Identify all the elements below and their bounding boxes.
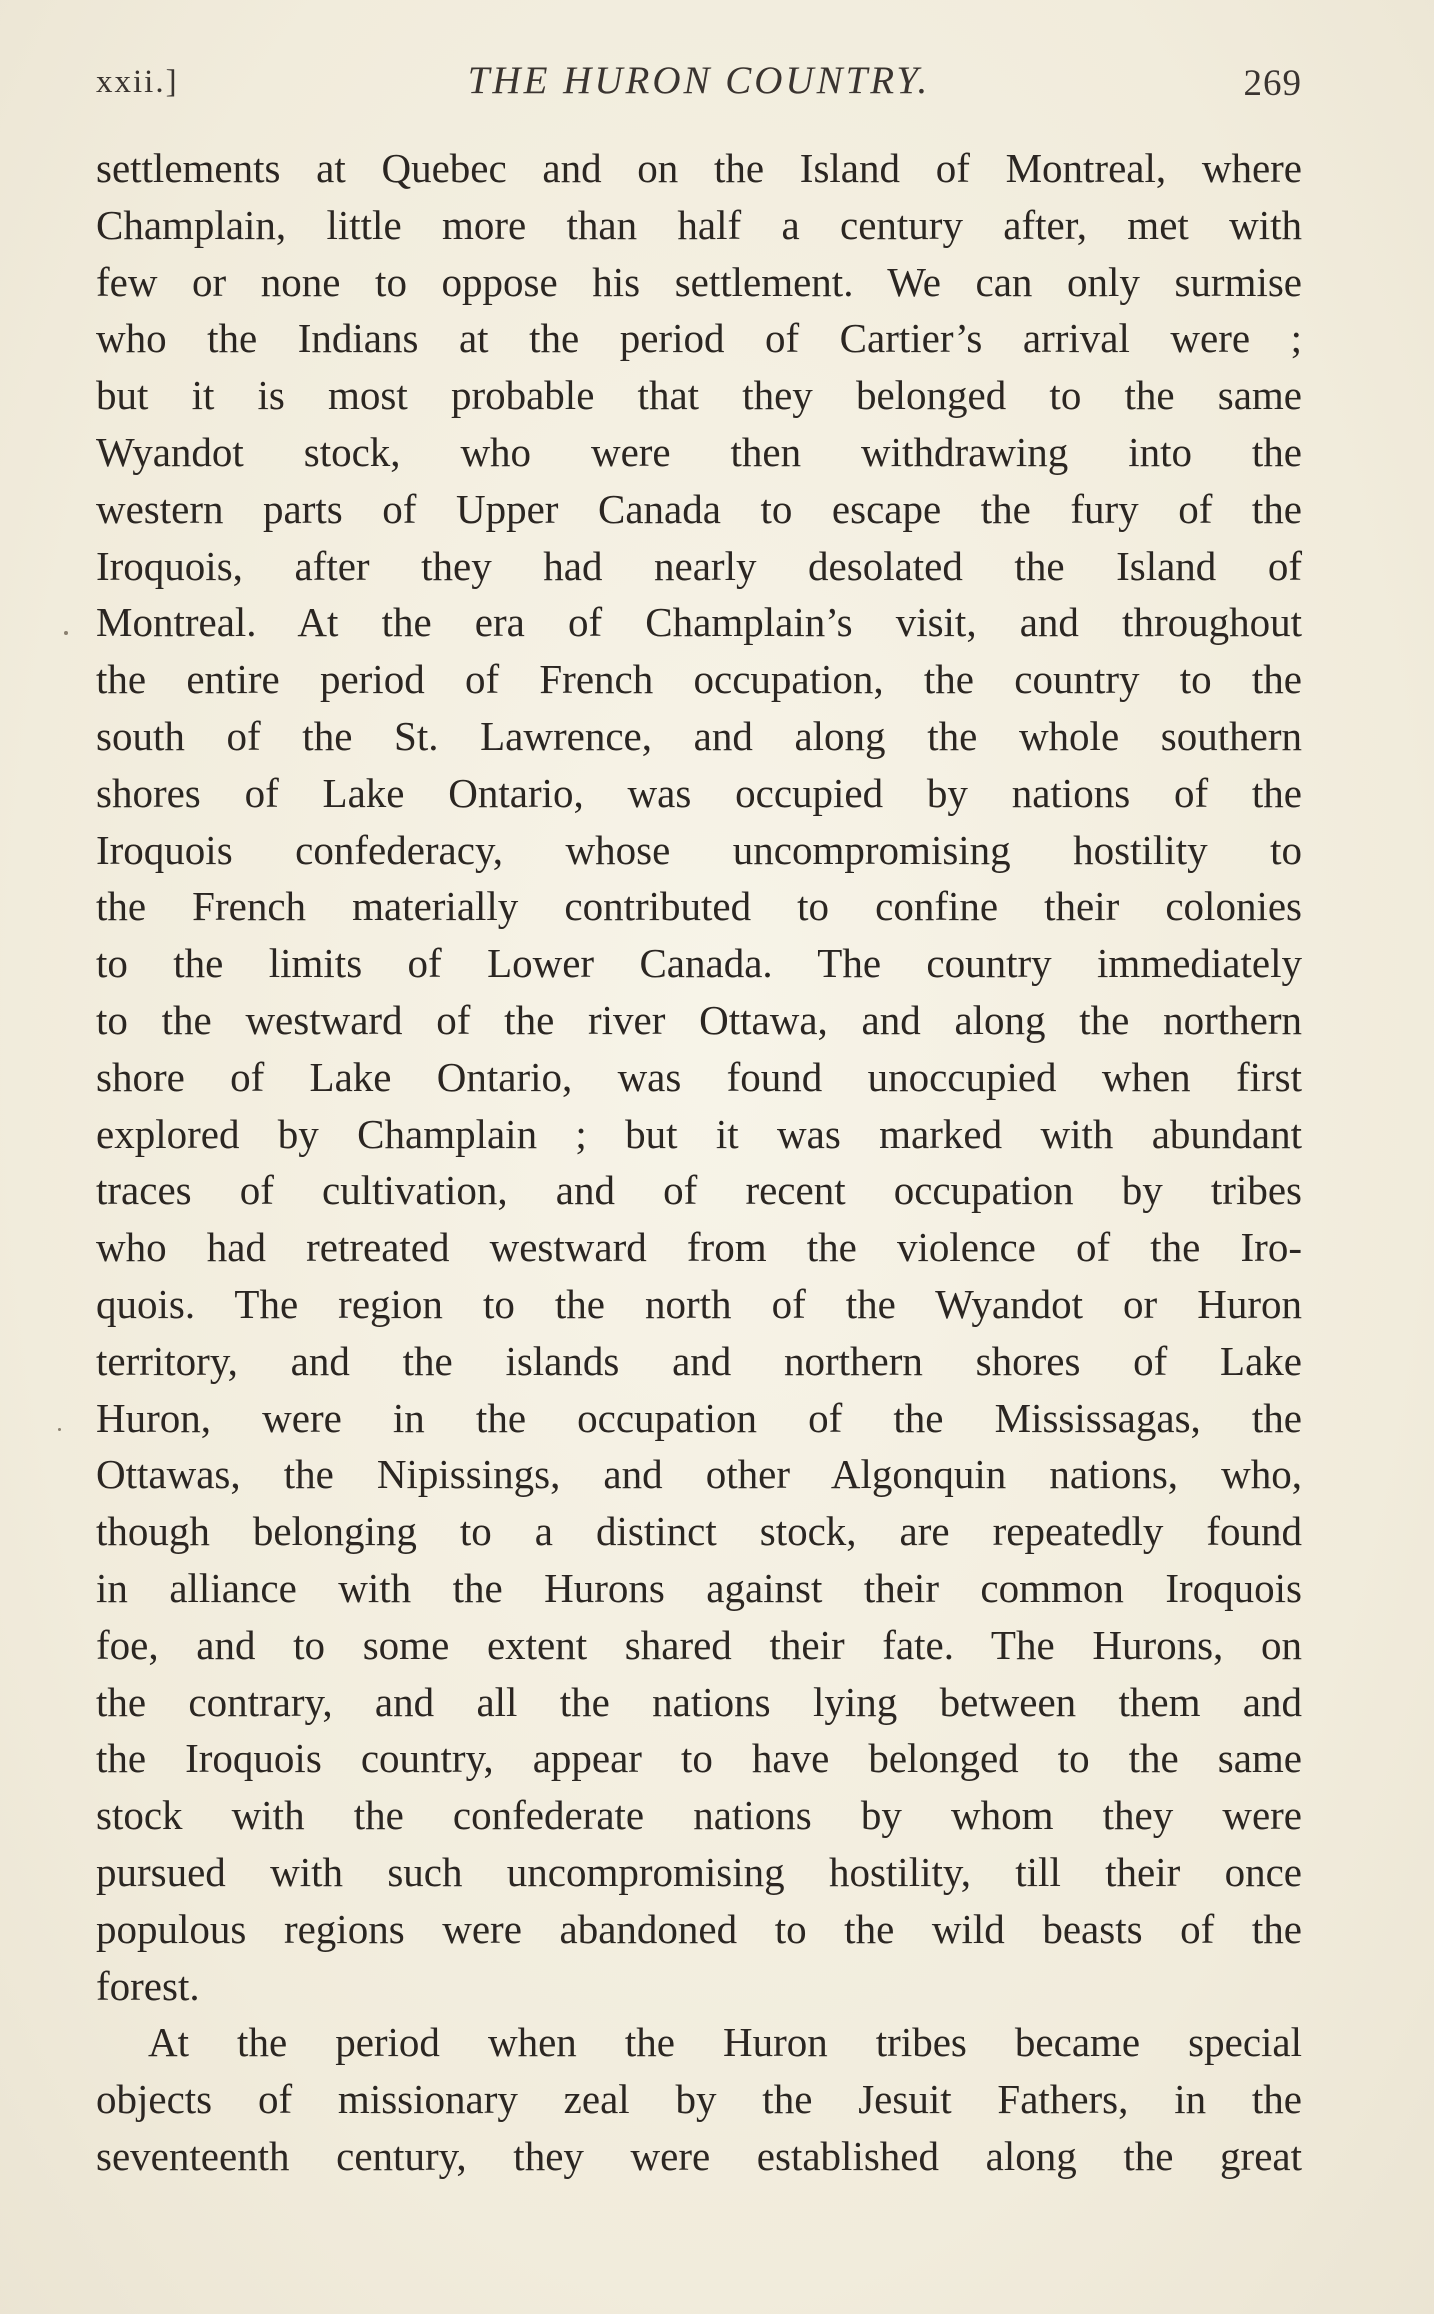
text-line: though belonging to a distinct stock, are repeatedly found (96, 1508, 1302, 1555)
text-line: seventeenth century, they were established along the great (96, 2132, 1302, 2179)
text-line: to the westward of the river Ottawa, and along the northern (96, 996, 1302, 1043)
text-line: western parts of Upper Canada to escape the fury of the (96, 485, 1302, 532)
text-line: settlements at Quebec and on the Island of Montreal, where (96, 145, 1302, 191)
running-head (96, 58, 1302, 118)
text-line: but it is most probable that they belonged to the same (96, 372, 1302, 419)
text-line: quois. The region to the north of the Wyandot or Huron (96, 1280, 1302, 1327)
chapter-number: xxii.] (96, 64, 179, 100)
text-line: Iroquois, after they had nearly desolated the Island of (96, 542, 1302, 589)
text-line: stock with the confederate nations by whom they were (96, 1792, 1302, 1839)
text-line: to the limits of Lower Canada. The country immediately (96, 940, 1302, 987)
text-line: Huron, were in the occupation of the Mississagas, the (96, 1394, 1302, 1441)
body-text (96, 140, 1302, 2185)
running-title: THE HURON COUNTRY. (467, 59, 931, 102)
text-line: explored by Champlain ; but it was marked with abundant (96, 1110, 1302, 1157)
paragraph (96, 2014, 1302, 2184)
paper-speck (64, 631, 68, 635)
text-line: who had retreated westward from the violence of the Iro- (96, 1224, 1302, 1271)
text-line: shores of Lake Ontario, was occupied by nations of the (96, 769, 1302, 816)
text-line: in alliance with the Hurons against their common Iroquois (96, 1564, 1302, 1611)
text-line: few or none to oppose his settlement. We can only surmise (96, 258, 1302, 305)
text-line: foe, and to some extent shared their fate. The Hurons, on (96, 1621, 1302, 1668)
text-line: shore of Lake Ontario, was found unoccupied when first (96, 1053, 1302, 1100)
text-line: populous regions were abandoned to the wild beasts of the (96, 1905, 1302, 1952)
text-line: territory, and the islands and northern shores of Lake (96, 1337, 1302, 1384)
text-line: the contrary, and all the nations lying between them and (96, 1678, 1302, 1725)
text-line: Wyandot stock, who were then withdrawing into the (96, 428, 1302, 475)
text-line: the Iroquois country, appear to have belonged to the same (96, 1735, 1302, 1782)
text-line: pursued with such uncompromising hostility, till their once (96, 1848, 1302, 1895)
text-line: Montreal. At the era of Champlain’s visit, and throughout (96, 599, 1302, 646)
paper-speck (58, 1428, 61, 1431)
text-line: the French materially contributed to confine their colonies (96, 883, 1302, 930)
text-line: traces of cultivation, and of recent occupation by tribes (96, 1167, 1302, 1214)
text-line: who the Indians at the period of Cartier’s arrival were ; (96, 315, 1302, 362)
text-line: south of the St. Lawrence, and along the whole southern (96, 712, 1302, 759)
paragraph (96, 140, 1302, 2014)
text-line: Champlain, little more than half a century after, met with (96, 201, 1302, 248)
page-number: 269 (1243, 63, 1302, 104)
text-line: Ottawas, the Nipissings, and other Algonquin nations, who, (96, 1451, 1302, 1498)
text-line: At the period when the Huron tribes became special (148, 2019, 1302, 2066)
text-line: forest. (96, 1962, 200, 2009)
text-line: the entire period of French occupation, the country to the (96, 656, 1302, 703)
text-line: objects of missionary zeal by the Jesuit Fathers, in the (96, 2076, 1302, 2123)
text-line: Iroquois confederacy, whose uncompromising hostility to (96, 826, 1302, 873)
